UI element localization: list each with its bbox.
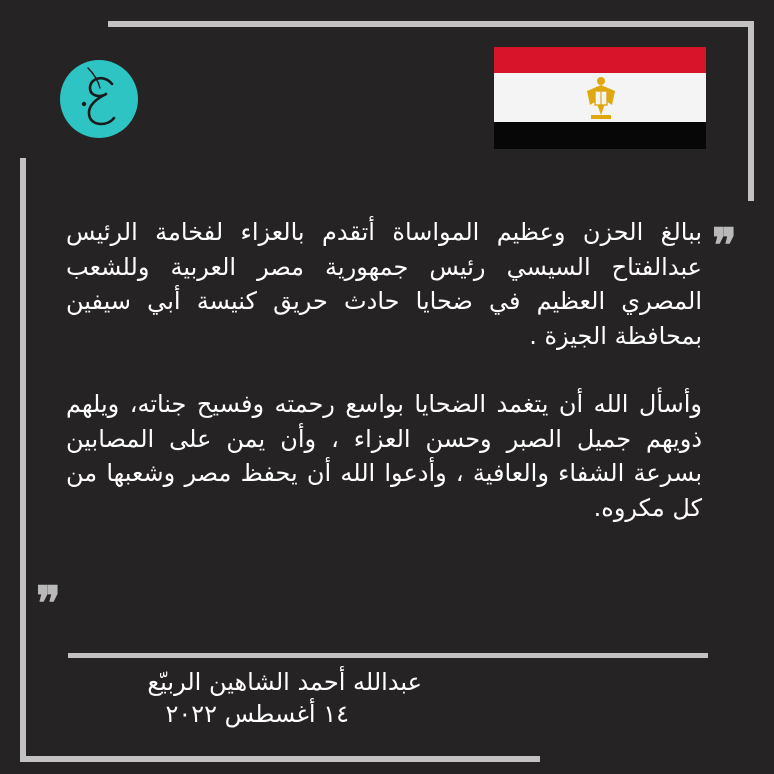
signature-date: ١٤ أغسطس ٢٠٢٢	[165, 700, 349, 728]
signature-divider	[68, 653, 708, 658]
condolence-message	[66, 215, 702, 525]
frame-top-line	[108, 21, 754, 27]
flag-red-stripe	[494, 47, 706, 73]
flag-black-stripe	[494, 122, 706, 149]
opening-quote-icon: ❞	[712, 218, 737, 272]
frame-right-line	[748, 21, 754, 201]
frame-bottom-line	[20, 756, 540, 762]
frame-left-line	[20, 158, 26, 762]
signature-name: عبدالله أحمد الشاهين الربيّع	[147, 668, 422, 696]
eagle-of-saladin-icon	[584, 75, 618, 121]
egypt-flag-icon	[494, 47, 706, 149]
arabic-calligraphy-ain-logo	[60, 60, 138, 138]
message-paragraph-1: ببالغ الحزن وعظيم المواساة أتقدم بالعزاء لفخامة الرئيس عبدالفتاح السيسي رئيس جمهورية مصر العربية وللشعب المصري العظيم في ضحايا حادث حريق كنيسة أبي سيفين بمحافظة الجيزة .	[66, 218, 702, 350]
message-paragraph-2: وأسأل الله أن يتغمد الضحايا بواسع رحمته وفسيح جناته، ويلهم ذويهم جميل الصبر وحسن العزاء ، وأن يمن على المصابين بسرعة الشفاء والعافية ، وأدعوا الله أن يحفظ مصر وشعبها من كل مكروه.	[66, 390, 702, 522]
closing-quote-icon: ❞	[36, 576, 61, 630]
